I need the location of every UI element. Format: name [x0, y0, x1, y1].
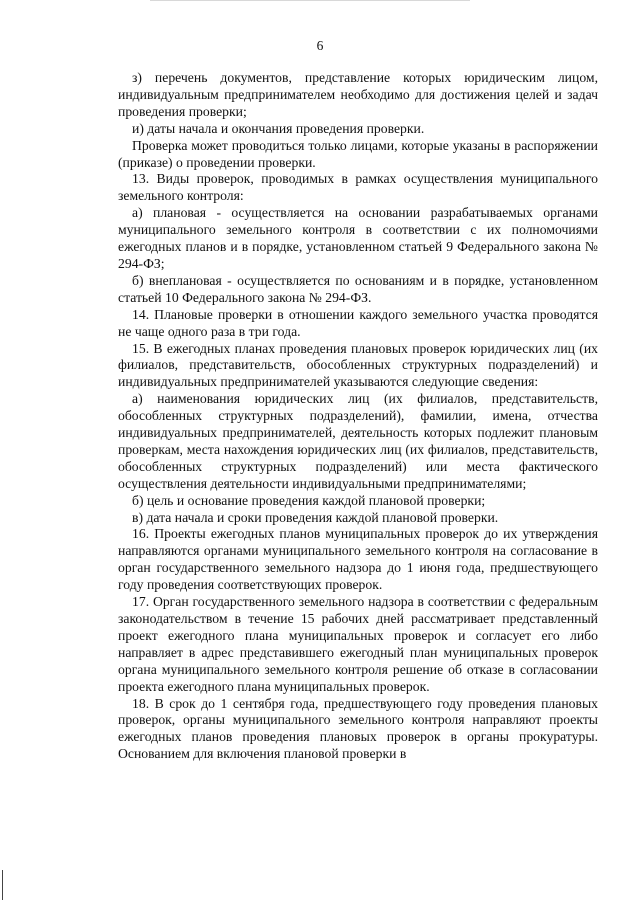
scan-edge-mark — [2, 870, 3, 900]
page-number: 6 — [316, 38, 324, 53]
paragraph-17: 17. Орган государственного земельного надзора в соответствии с федеральным законодательством в течение 15 рабочих дней рассматривает представленный проект ежегодного плана муниципальных проверок и согласует его либо направляет в адрес представившего ежегодный план муниципальных проверок органа муниципального земельного контроля решение об отказе в согласовании проекта ежегодного плана муниципальных проверок. — [118, 594, 598, 694]
paragraph-inspectors: Проверка может проводиться только лицами, которые указаны в распоряжении (приказе) о проведении проверки. — [118, 137, 598, 170]
paragraph-15b: б) цель и основание проведения каждой плановой проверки; — [132, 492, 486, 508]
paragraph-18: 18. В срок до 1 сентября года, предшествующего году проведения плановых проверок, органы муниципального земельного контроля направляют проекты ежегодных планов проведения плановых проверок в органы прокуратуры. Основанием для включения плановой проверки в — [118, 695, 598, 762]
scan-top-edge — [150, 0, 470, 1]
paragraph-z: з) перечень документов, представление которых юридическим лицом, индивидуальным предпринимателем необходимо для достижения целей и задач проведения проверки; — [118, 70, 598, 119]
paragraph-15v: в) дата начала и сроки проведения каждой плановой проверки. — [132, 509, 499, 525]
paragraph-15a: а) наименования юридических лиц (их филиалов, представительств, обособленных структурных подразделений), фамилии, имена, отчества индивидуальных предпринимателей, деятельность которых подлежит плановым проверкам, места нахождения юридических лиц (их филиалов, представительств, обособленных структурных подразделений) или места фактического осуществления деятельности индивидуальными предпринимателями; — [118, 391, 598, 491]
paragraph-14: 14. Плановые проверки в отношении каждого земельного участка проводятся не чаще одного раза в три года. — [118, 306, 598, 339]
paragraph-13: 13. Виды проверок, проводимых в рамках осуществления муниципального земельного контроля: — [118, 171, 598, 204]
paragraph-16: 16. Проекты ежегодных планов муниципальных проверок до их утверждения направляются органами муниципального земельного контроля на согласование в орган государственного земельного надзора до 1 июня года, предшествующего году проведения соответствующих проверок. — [118, 526, 598, 593]
paragraph-15: 15. В ежегодных планах проведения плановых проверок юридических лиц (их филиалов, представительств, обособленных структурных подразделений) и индивидуальных предпринимателей указываются следующие сведения: — [118, 340, 598, 390]
paragraph-13b: б) внеплановая - осуществляется по основаниям и в порядке, установленном статьей 10 Федерального закона № 294-ФЗ. — [118, 272, 598, 305]
paragraph-i: и) даты начала и окончания проведения проверки. — [132, 120, 425, 136]
document-body — [118, 70, 598, 763]
paragraph-13a: а) плановая - осуществляется на основании разрабатываемых органами муниципального земельного контроля в соответствии с их полномочиями ежегодных планов и в порядке, установленном статьей 9 Федерального закона № 294-ФЗ; — [118, 205, 598, 271]
